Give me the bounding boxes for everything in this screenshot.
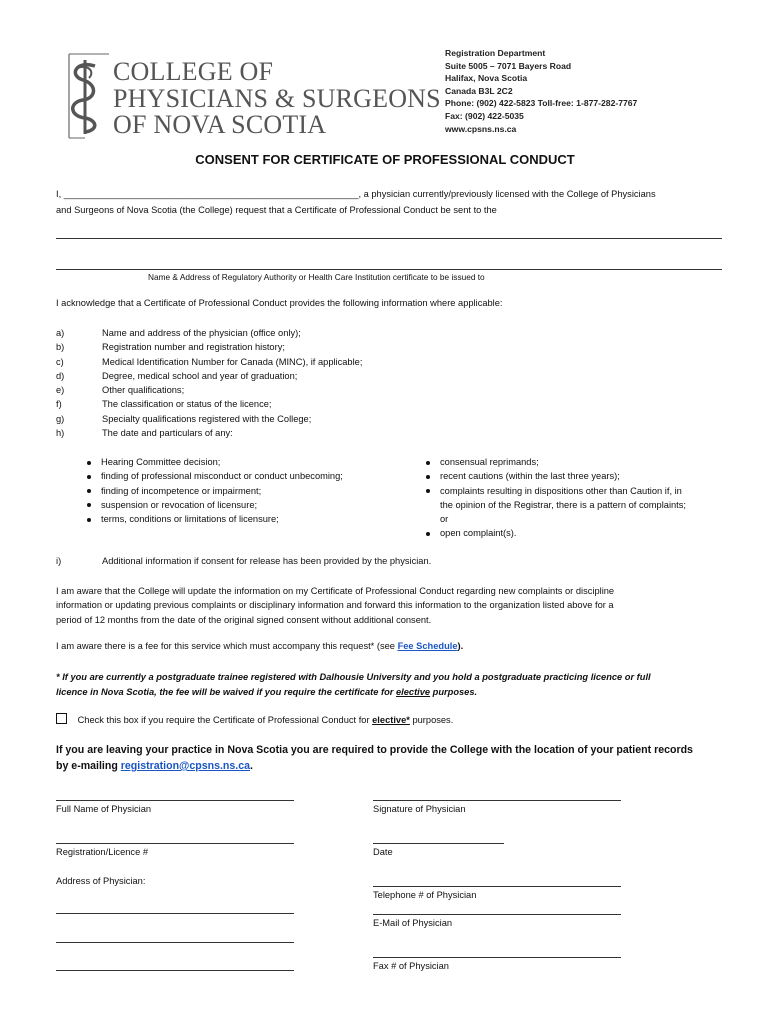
date-line[interactable] [373,843,504,844]
list-item [56,326,362,340]
bullet-text: terms, conditions or limitations of licensure; [101,514,279,525]
address-postal: Canada B3L 2C2 [445,85,513,96]
telephone-line[interactable] [373,886,621,887]
caduceus-emblem-icon [55,50,110,142]
registration-email-link[interactable]: registration@cpsns.ns.ca [120,760,251,772]
address-line-2[interactable] [56,942,294,943]
address-city: Halifax, Nova Scotia [445,73,528,84]
recipient-line-2[interactable] [56,269,722,270]
notice-line: period of 12 months from the date of the original signed consent without additional consent. [56,614,432,625]
item-text: Degree, medical school and year of graduation; [102,370,298,381]
item-text: Registration number and registration history; [102,342,285,353]
signature-label: Signature of Physician [373,804,466,814]
address-web: www.cpsns.ns.ca [445,123,517,134]
bullets-right [426,455,686,541]
list-item [56,340,362,354]
address-fax: Fax: (902) 422-5035 [445,110,524,121]
bullet-item [426,455,686,469]
bullet-text: recent cautions (within the last three years); [440,471,620,482]
bullet-item [426,526,686,540]
address-suite: Suite 5005 – 7071 Bayers Road [445,60,572,71]
item-text: Other qualifications; [102,385,185,396]
fee-text: I am aware there is a fee for this service which must accompany this request* (see [56,641,398,651]
bullet-icon [87,461,91,465]
address-line-3[interactable] [56,970,294,971]
item-text: Additional information if consent for release has been provided by the physician. [102,556,432,566]
bullet-item [87,498,343,512]
recipient-caption: Name & Address of Regulatory Authority or Health Care Institution certificate to be issued to [148,272,485,282]
bullet-icon [87,475,91,479]
leaving-line-2 [56,758,693,774]
leaving-text: by e-mailing [56,760,121,772]
registration-line[interactable] [56,843,294,844]
list-item-i [56,556,431,566]
notice-line: I am aware that the College will update the information on my Certificate of Professional Conduct regarding new complaints or discipline [56,586,615,596]
bullet-item [87,484,343,498]
elective-underlined: elective [395,686,431,697]
bullet-item [426,484,686,498]
item-letter: h) [56,428,65,439]
address-label: Address of Physician: [56,876,146,886]
leaving-line-1: If you are leaving your practice in Nova Scotia you are required to provide the College with the location of your patient records [56,744,693,756]
list-item [56,355,362,369]
fee-notice [56,641,463,651]
item-letter: d) [56,370,65,381]
bullet-icon [87,489,91,493]
list-item [56,412,362,426]
logo-line-2: PHYSICIANS & SURGEONS [113,84,441,113]
bullet-text: finding of incompetence or impairment; [101,485,262,496]
bullet-icon [426,461,430,465]
logo-line-3: OF NOVA SCOTIA [113,110,327,139]
list-item [56,369,362,383]
item-text: The date and particulars of any: [102,428,233,439]
bullet-icon [426,532,430,536]
item-letter: c) [56,356,64,367]
bullets-left [87,455,343,526]
item-text: Name and address of the physician (office only); [102,328,301,338]
bullet-icon [87,518,91,522]
checkbox-label-end: purposes. [409,715,454,725]
item-letter: i) [56,556,62,566]
item-text: Medical Identification Number for Canada (MINC), if applicable; [102,356,363,367]
page-title: CONSENT FOR CERTIFICATE OF PROFESSIONAL CONDUCT [195,152,575,167]
item-text: Specialty qualifications registered with the College; [102,413,312,424]
address-phone: Phone: (902) 422-5823 Toll-free: 1-877-282-7767 [445,98,638,109]
fee-schedule-link[interactable]: Fee Schedule [397,641,458,651]
bullet-item [87,512,343,526]
item-letter: a) [56,328,65,338]
list-item [56,426,362,440]
trainee-notice [56,670,651,699]
bullet-icon [87,503,91,507]
registration-label: Registration/Licence # [56,847,148,857]
bullet-continuation: or [440,514,449,525]
bullet-item [87,455,343,469]
bullet-item [426,469,686,483]
item-letter: g) [56,413,65,424]
college-logo [55,50,441,142]
fee-end: ). [457,641,464,651]
bullet-item [87,469,343,483]
address-block [445,47,637,135]
trainee-line-1: * If you are currently a postgraduate trainee registered with Dalhousie University and you hold a postgraduate practicing licence or full [56,672,651,682]
bullet-text: finding of professional misconduct or conduct unbecoming; [101,471,343,482]
intro-line-1: I, _________________________________________________________, a physician currently/previously licensed with the College of Physicians [56,189,656,199]
acknowledge-text: I acknowledge that a Certificate of Professional Conduct provides the following information where applicable: [56,298,503,308]
checkbox-label: Check this box if you require the Certificate of Professional Conduct for [77,715,373,725]
address-line-1[interactable] [56,913,294,914]
bullet-icon [426,489,430,493]
bullet-continuation: the opinion of the Registrar, there is a pattern of complaints; [440,499,686,510]
notice-line: information or updating previous complaints or disciplinary information and forward this information to the organization listed above for a [56,600,614,611]
bullet-text: Hearing Committee decision; [101,457,221,467]
bullet-text: consensual reprimands; [440,457,539,467]
bullet-icon [426,475,430,479]
logo-line-1: COLLEGE OF [113,57,274,86]
update-notice [56,584,736,627]
fax-line[interactable] [373,957,621,958]
full-name-line[interactable] [56,800,294,801]
signature-line[interactable] [373,800,621,801]
fax-label: Fax # of Physician [373,961,449,971]
elective-checkbox[interactable] [56,713,67,724]
email-label: E-Mail of Physician [373,918,453,928]
recipient-line-1[interactable] [56,238,722,239]
item-letter: f) [56,399,62,410]
item-letter: e) [56,385,65,396]
leaving-practice-notice [56,742,693,774]
info-list [56,326,362,440]
trainee-text-end: purposes. [430,686,478,697]
date-label: Date [373,847,393,857]
list-item [56,397,362,411]
list-item [56,383,362,397]
trainee-text: licence in Nova Scotia, the fee will be waived if you require the certificate for [56,686,396,697]
intro-paragraph [56,186,728,218]
bullet-text: suspension or revocation of licensure; [101,499,258,510]
item-text: The classification or status of the licence; [102,399,272,410]
leaving-end: . [250,760,253,772]
item-letter: b) [56,342,65,353]
elective-underlined: elective* [372,715,410,725]
email-line[interactable] [373,914,621,915]
bullet-text: open complaint(s). [440,528,517,539]
intro-line-2: and Surgeons of Nova Scotia (the College) request that a Certificate of Professional Conduct be sent to the [56,205,497,215]
elective-checkbox-row [56,713,453,725]
bullet-text: complaints resulting in dispositions other than Caution if, in [440,485,682,496]
telephone-label: Telephone # of Physician [373,890,477,900]
trainee-line-2 [56,685,651,700]
address-dept: Registration Department [445,48,546,58]
full-name-label: Full Name of Physician [56,804,152,814]
